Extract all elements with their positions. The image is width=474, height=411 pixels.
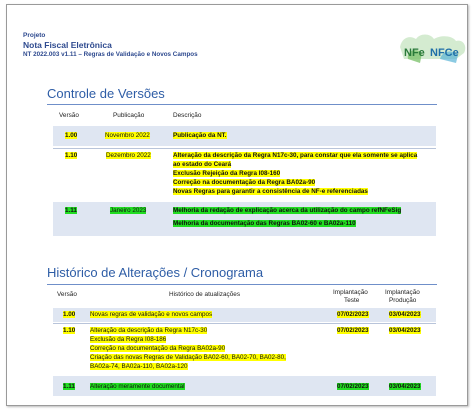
- document-page: [6, 4, 468, 406]
- logo-nfce-text: NFCe: [430, 47, 459, 59]
- versions-col-description: Descrição: [173, 112, 202, 119]
- nfe-nfce-logo: [396, 29, 468, 67]
- versions-title-rule: [47, 104, 437, 105]
- versions-col-date: Publicação: [113, 112, 145, 119]
- history-row-line: Alteração da descrição da Regra N17c-30: [90, 327, 208, 334]
- history-col-test-line2: Teste: [344, 297, 360, 304]
- logo-nfe-text: NFe: [404, 47, 425, 59]
- history-col-updates: Histórico de atualizações: [169, 291, 241, 298]
- history-row-prod-date: 03/04/2023: [389, 327, 421, 334]
- history-col-test-line1: Implantação: [333, 289, 368, 296]
- versions-row-version: 1.00: [65, 132, 78, 139]
- history-col-prod-line1: Implantação: [385, 289, 420, 296]
- history-row-line: Criação das novas Regras de Validação BA02-60, BA02-70, BA02-80,: [90, 354, 286, 361]
- history-title-rule: [47, 284, 437, 285]
- versions-row-line: Novas Regras para garantir a consistência de NF-e referenciadas: [173, 188, 368, 195]
- versions-row-date: Janeiro 2023: [110, 207, 147, 214]
- versions-row-version: 1.11: [65, 207, 77, 214]
- history-row-prod-date: 03/04/2023: [389, 311, 421, 318]
- history-row-version: 1.00: [63, 311, 76, 318]
- versions-row-date: Dezembro 2022: [106, 152, 151, 159]
- versions-row-line: Melhoria da redação de explicação acerca da utilização do campo refNFeSig: [173, 207, 402, 214]
- history-col-prod-line2: Produção: [389, 297, 417, 304]
- history-row-prod-date: 03/04/2023: [389, 383, 421, 390]
- versions-row-line: Melhoria da documentação das Regras BA02-60 e BA02a-110: [173, 220, 356, 227]
- history-row-line: Novas regras de validação e novos campos: [90, 311, 213, 318]
- history-row-test-date: 07/02/2023: [337, 311, 369, 318]
- history-row-line: Alteração meramente documental: [90, 383, 185, 390]
- history-row-test-date: 07/02/2023: [337, 383, 369, 390]
- versions-row-version: 1.10: [65, 152, 78, 159]
- document-subtitle: NT 2022.003 v1.11 – Regras de Validação e Novos Campos: [23, 51, 198, 58]
- versions-section-title: Controle de Versões: [47, 86, 165, 101]
- history-row-version: 1.11: [63, 383, 75, 390]
- history-col-version: Versão: [57, 291, 77, 298]
- versions-row-line: Correção na documentação da Regra BA02a-90: [173, 179, 316, 186]
- history-row-test-date: 07/02/2023: [337, 327, 369, 334]
- history-row-line: Correção na documentação da Regra BA02a-90: [90, 345, 226, 352]
- versions-row-divider: [53, 148, 436, 149]
- history-row-line: Exclusão da Regra I08-186: [90, 336, 167, 343]
- versions-row-date: Novembro 2022: [105, 132, 150, 139]
- versions-row-line: Exclusão Rejeição da Regra I08-160: [173, 170, 281, 177]
- versions-row-line: ao estado do Ceará: [173, 161, 232, 168]
- versions-col-version: Versão: [59, 112, 79, 119]
- versions-row-line: Alteração da descrição da Regra N17c-30, para constar que ela somente se aplica: [173, 152, 418, 159]
- history-section-title: Histórico de Alterações / Cronograma: [47, 265, 264, 280]
- history-row-line: BA02a-74, BA02a-110, BA02a-120: [90, 363, 188, 370]
- history-row-version: 1.10: [63, 327, 76, 334]
- history-row-divider: [53, 323, 436, 324]
- project-label: Projeto: [23, 32, 46, 39]
- document-title: Nota Fiscal Eletrônica: [23, 40, 112, 50]
- versions-row-line: Publicação da NT.: [173, 132, 227, 139]
